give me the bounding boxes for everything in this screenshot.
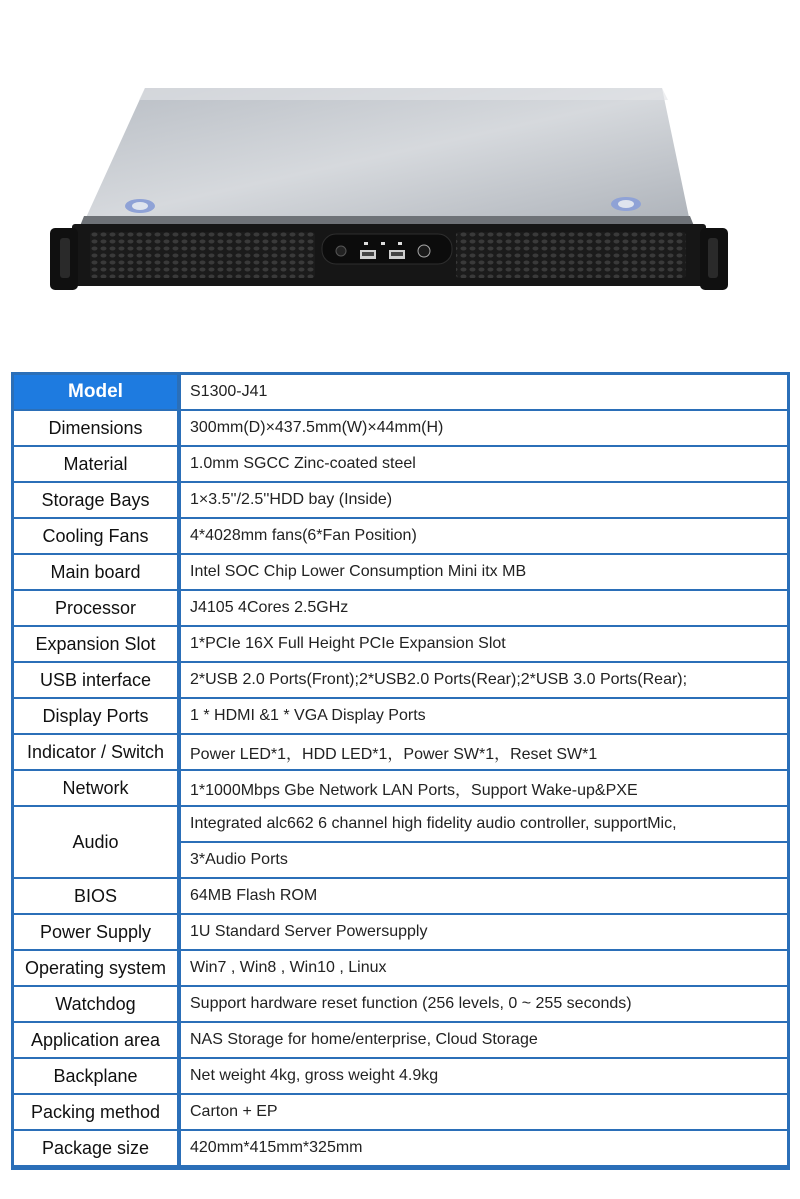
spec-label: Indicator / Switch [13, 734, 180, 770]
spec-row [13, 698, 788, 734]
spec-label: Storage Bays [13, 482, 180, 518]
spec-value: 64MB Flash ROM [180, 878, 788, 914]
spec-row [13, 986, 788, 1022]
spec-label: Packing method [13, 1094, 180, 1130]
spec-label: Watchdog [13, 986, 180, 1022]
spec-label: Cooling Fans [13, 518, 180, 554]
spec-value: 420mm*415mm*325mm [180, 1130, 788, 1166]
spec-value: 1*PCIe 16X Full Height PCIe Expansion Slot [180, 626, 788, 662]
spec-table [11, 372, 790, 1170]
spec-label: Application area [13, 1022, 180, 1058]
spec-value: Win7 , Win8 , Win10 , Linux [180, 950, 788, 986]
spec-label: Processor [13, 590, 180, 626]
spec-row [13, 662, 788, 698]
spec-row [13, 482, 788, 518]
spec-value: NAS Storage for home/enterprise, Cloud Storage [180, 1022, 788, 1058]
spec-value: Carton + EP [180, 1094, 788, 1130]
spec-label: Expansion Slot [13, 626, 180, 662]
spec-value: Power LED*1，HDD LED*1，Power SW*1，Reset SW*1 [180, 734, 788, 770]
spec-row [13, 914, 788, 950]
spec-value: 2*USB 2.0 Ports(Front);2*USB2.0 Ports(Rear);2*USB 3.0 Ports(Rear); [180, 662, 788, 698]
spec-label: USB interface [13, 662, 180, 698]
spec-row [13, 734, 788, 770]
spec-value: Intel SOC Chip Lower Consumption Mini itx MB [180, 554, 788, 590]
spec-value: Support hardware reset function (256 levels, 0 ~ 255 seconds) [180, 986, 788, 1022]
spec-value: J4105 4Cores 2.5GHz [180, 590, 788, 626]
spec-row [13, 806, 788, 878]
spec-value: 1*1000Mbps Gbe Network LAN Ports，Support Wake-up&PXE [180, 770, 788, 806]
spec-label: Operating system [13, 950, 180, 986]
spec-label: Network [13, 770, 180, 806]
spec-value: 3*Audio Ports [180, 842, 788, 878]
spec-row [13, 590, 788, 626]
spec-label: Backplane [13, 1058, 180, 1094]
spec-row [13, 626, 788, 662]
spec-value: Integrated alc662 6 channel high fidelity audio controller, supportMic, [180, 806, 788, 842]
spec-label: Display Ports [13, 698, 180, 734]
spec-value: 1 * HDMI &1 * VGA Display Ports [180, 698, 788, 734]
spec-label: Audio [13, 806, 180, 878]
spec-label: Main board [13, 554, 180, 590]
spec-row [13, 770, 788, 806]
spec-label: Dimensions [13, 410, 180, 446]
spec-row [13, 950, 788, 986]
spec-label: Package size [13, 1130, 180, 1166]
spec-row [13, 518, 788, 554]
spec-row [13, 1058, 788, 1094]
spec-label: Material [13, 446, 180, 482]
spec-row [13, 1094, 788, 1130]
spec-header-value: S1300-J41 [180, 374, 788, 410]
product-photo [0, 0, 800, 345]
spec-row [13, 1130, 788, 1166]
spec-label: BIOS [13, 878, 180, 914]
spec-value-group [180, 806, 788, 878]
spec-value: 1×3.5''/2.5''HDD bay (Inside) [180, 482, 788, 518]
spec-header-row [13, 374, 788, 410]
spec-value: 1U Standard Server Powersupply [180, 914, 788, 950]
spec-label: Power Supply [13, 914, 180, 950]
spec-value: 1.0mm SGCC Zinc-coated steel [180, 446, 788, 482]
spec-value: 4*4028mm fans(6*Fan Position) [180, 518, 788, 554]
spec-row [13, 1022, 788, 1058]
spec-row [13, 410, 788, 446]
server-chassis [50, 88, 728, 290]
spec-row [13, 554, 788, 590]
spec-header-label: Model [13, 374, 180, 410]
spec-value: Net weight 4kg, gross weight 4.9kg [180, 1058, 788, 1094]
spec-row [13, 446, 788, 482]
spec-row [13, 878, 788, 914]
spec-value: 300mm(D)×437.5mm(W)×44mm(H) [180, 410, 788, 446]
